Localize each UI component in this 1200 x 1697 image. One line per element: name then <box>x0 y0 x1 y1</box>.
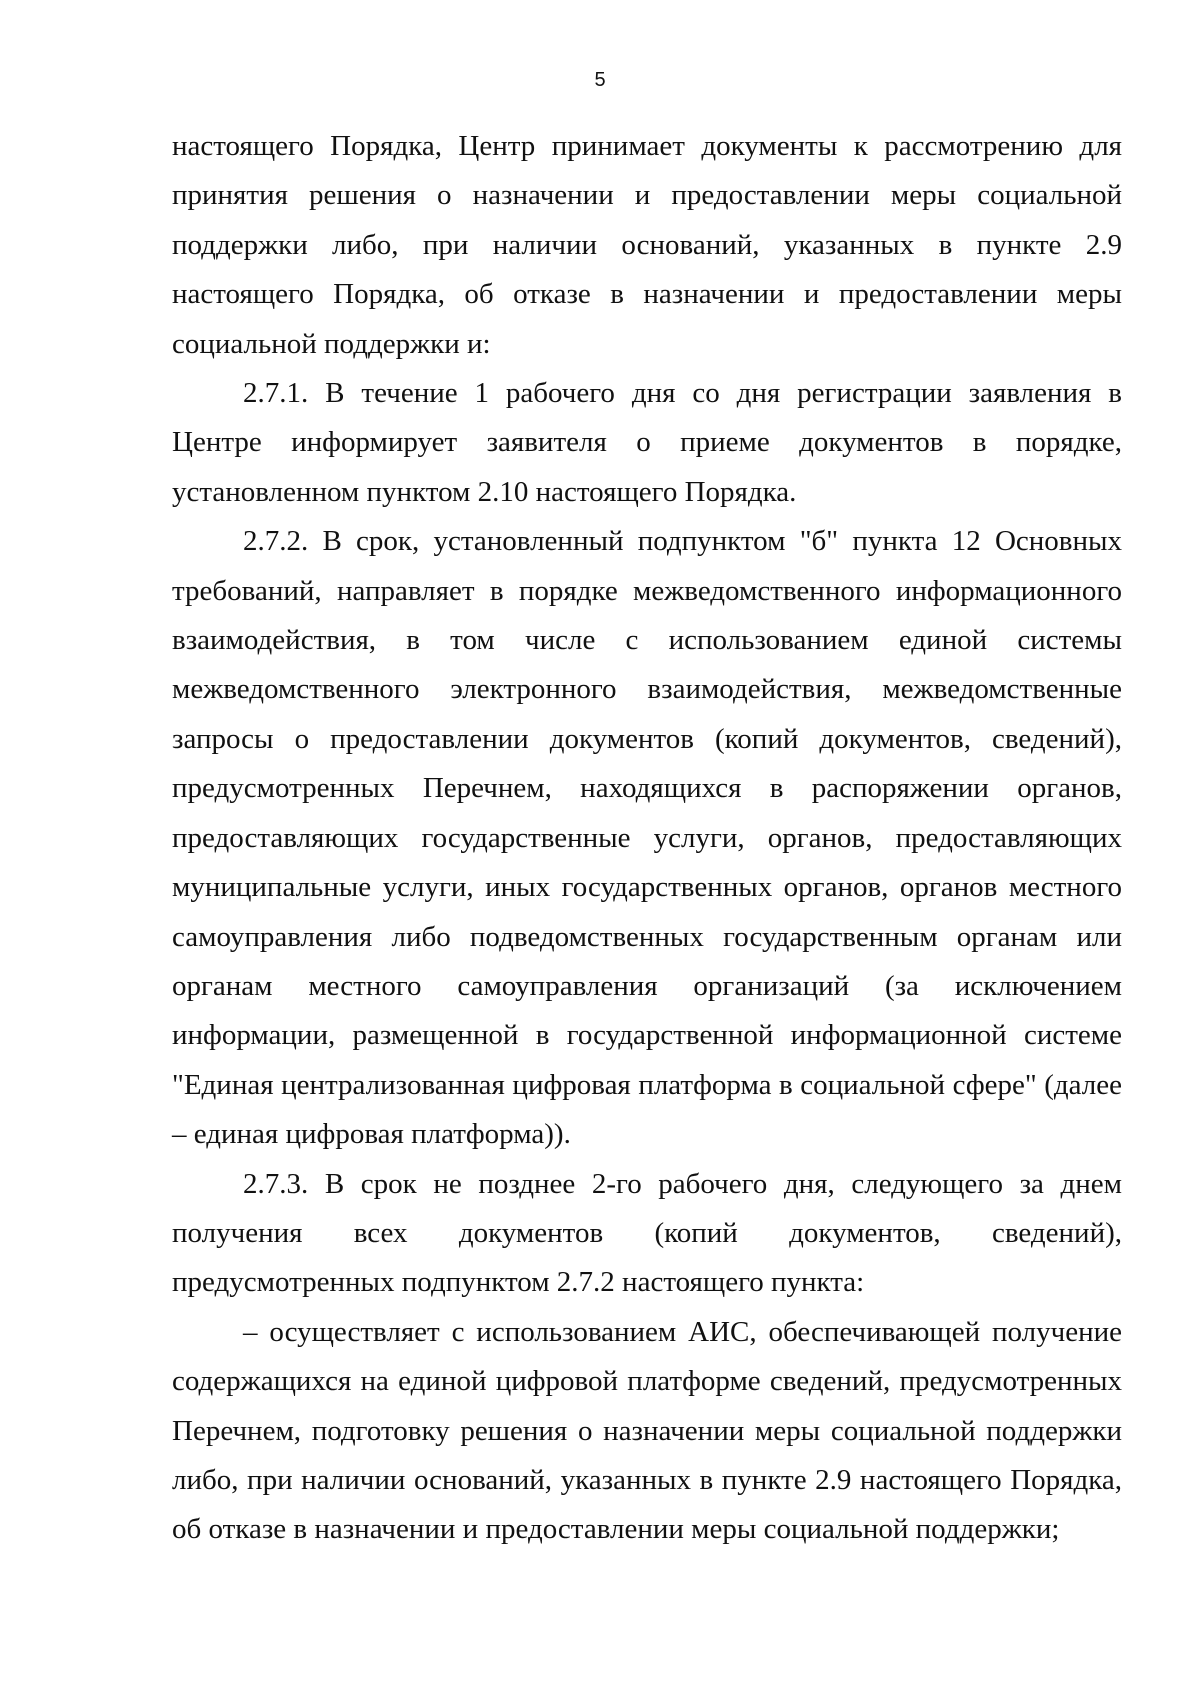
paragraph-2-7-3: 2.7.3. В срок не позднее 2-го рабочего дня, следующего за днем получения всех документов (копий документов, сведений), предусмотренных подпунктом 2.7.2 настоящего пункта: <box>172 1167 1122 1299</box>
paragraph-continuation: настоящего Порядка, Центр принимает документы к рассмотрению для принятия решения о назначении и предоставлении меры социальной поддержки либо, при наличии оснований, указанных в пункте 2.9 настоящего Порядка, об отказе в назначении и предоставлении меры социальной поддержки и: <box>172 130 1122 360</box>
document-body <box>172 122 1122 1555</box>
paragraph-list-item-dash: – осуществляет с использованием АИС, обеспечивающей получение содержащихся на единой цифровой платформе сведений, предусмотренных Перечнем, подготовку решения о назначении меры социальной поддержки либо, при наличии оснований, указанных в пункте 2.9 настоящего Порядка, об отказе в назначении и предоставлении меры социальной поддержки; <box>172 1315 1122 1546</box>
paragraph-2-7-1: 2.7.1. В течение 1 рабочего дня со дня регистрации заявления в Центре информирует заявителя о приеме документов в порядке, установленном пунктом 2.10 настоящего Порядка. <box>172 377 1122 508</box>
page-number: 5 <box>594 69 606 91</box>
paragraph-2-7-2: 2.7.2. В срок, установленный подпунктом "б" пункта 12 Основных требований, направляет в порядке межведомственного информационного взаимодействия, в том числе с использованием единой системы межведомственного электронного взаимодействия, межведомственные запросы о предоставлении документов (копий документов, сведений), предусмотренных Перечнем, находящихся в распоряжении органов, предоставляющих государственные услуги, органов, предоставляющих муниципальные услуги, иных государственных органов, органов местного самоуправления либо подведомственных государственным органам или органам местного самоуправления организаций (за исключением информации, размещенной в государственной информационной системе "Единая централизованная цифровая платформа в социальной сфере" (далее – единая цифровая платформа)). <box>172 525 1122 1151</box>
